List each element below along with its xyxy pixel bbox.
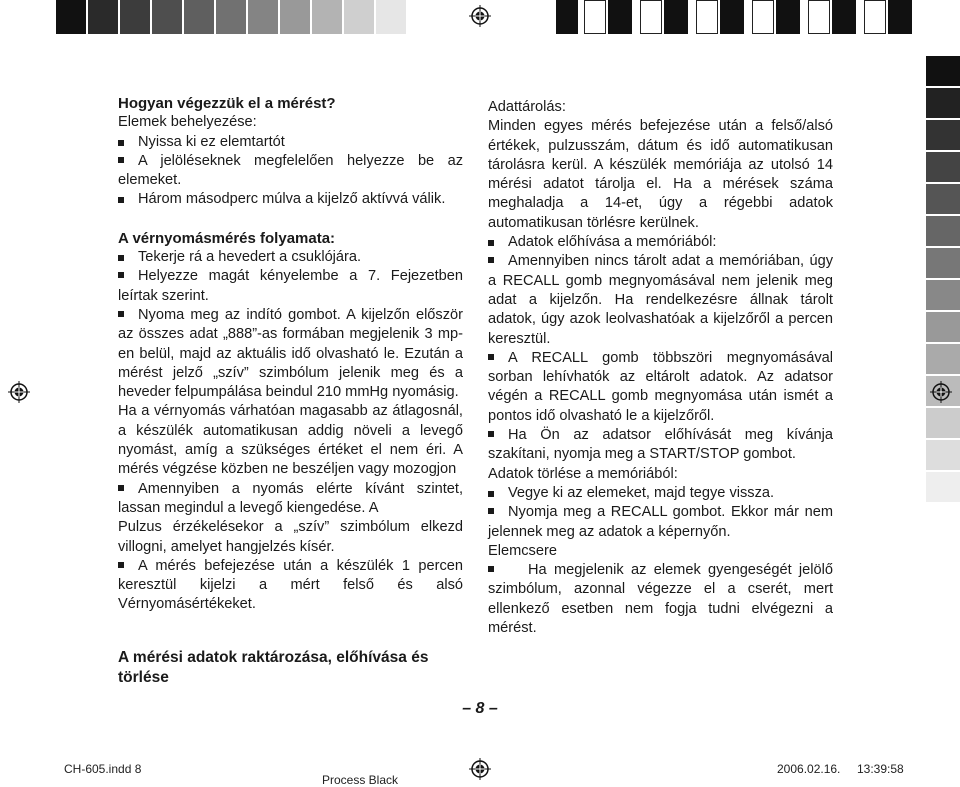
color-swatch <box>926 344 960 374</box>
storage-heading: A mérési adatok raktározása, előhívása és törlése <box>118 649 429 686</box>
bullet-icon <box>488 508 494 514</box>
color-swatch <box>926 120 960 150</box>
page-number: – 8 – <box>462 700 498 717</box>
color-swatch <box>376 0 406 34</box>
color-swatch <box>88 0 118 34</box>
page-heading: Hogyan végezzük el a mérést? <box>118 95 336 112</box>
bullet-icon <box>118 157 124 163</box>
list-item: Amennyiben nincs tárolt adat a memóriában, úgy a RECALL gomb megnyomásával nem jelenik meg adat a kijelzőn. Ha rendelkezésre állnak tárolt adatok, úgy azok leolvashatóak a kijelzőről a percen keresztül. <box>488 253 833 347</box>
color-swatch <box>926 88 960 118</box>
process-heading: A vérnyomásmérés folyamata: <box>118 229 336 247</box>
color-swatch <box>926 408 960 438</box>
bullet-icon <box>118 255 124 261</box>
list-item: Amennyiben a nyomás elérte kívánt szintet, lassan megindul a levegő kiengedése. A <box>118 480 463 516</box>
color-swatch <box>926 56 960 86</box>
color-swatch <box>152 0 182 34</box>
right-column <box>488 98 833 638</box>
footer-file: CH-605.indd 8 <box>64 762 142 776</box>
color-swatch <box>926 280 960 310</box>
list-item: Helyezze magát kényelembe a 7. Fejezetben leírtak szerint. <box>118 268 463 304</box>
registration-mark-icon <box>469 5 491 27</box>
paragraph: Minden egyes mérés befejezése után a felső/alsó értékek, pulzusszám, dátum és idő automatikusan tárolásra kerül. A készülék memóriája az utolsó 14 mérési adatot tárolja el. Ha a mérések száma meghaladja a 14-et, úgy a régebbi adatok automatikusan törlésre kerülnek. <box>488 118 833 231</box>
list-item: A RECALL gomb többszöri megnyomásával sorban lehívhatók az eltárolt adatok. Az adatsor végén a RECALL gomb megnyomása után ismét a pontos idő olvasható le a kijelzőről. <box>488 349 833 424</box>
color-swatch <box>926 440 960 470</box>
bullet-icon <box>488 491 494 497</box>
color-swatch <box>926 312 960 342</box>
bullet-icon <box>118 562 124 568</box>
bullet-icon <box>118 311 124 317</box>
color-swatch <box>696 0 718 34</box>
color-swatch <box>584 0 606 34</box>
color-swatch <box>608 0 632 34</box>
color-swatch <box>664 0 688 34</box>
color-swatch <box>926 152 960 182</box>
list-item: Nyissa ki ez elemtartót <box>118 133 463 152</box>
list-item: A mérés befejezése után a készülék 1 percen keresztül kijelzi a mért felső és alsó Vérnyomásértékeket. <box>118 557 463 613</box>
list-item: Ha Ön az adatsor előhívását meg kívánja szakítani, nyomja meg a START/STOP gombot. <box>488 427 833 463</box>
color-swatch <box>312 0 342 34</box>
list-item: A jelöléseknek megfelelően helyezze be az elemeket. <box>118 152 463 189</box>
color-swatch <box>248 0 278 34</box>
footer-time: 13:39:58 <box>857 762 904 776</box>
bullet-icon <box>488 566 494 572</box>
registration-mark-icon <box>930 381 952 403</box>
color-swatch <box>120 0 150 34</box>
color-swatch <box>720 0 744 34</box>
note-title: Elemcsere <box>488 542 557 559</box>
color-swatch <box>832 0 856 34</box>
list-item: Nyoma meg az indító gombot. A kijelzőn először az összes adat „888”-as formában megjelenik 3 mp-en belül, majd az aktuális idő olvasható le. Ezután a mérést jelző „szív” szimbólum jelenik meg és a heveder felpumpálása beindul 210 mmHg nyomásig. <box>118 306 463 401</box>
color-swatch <box>184 0 214 34</box>
list-item: Tekerje rá a hevedert a csuklójára. <box>118 248 463 267</box>
color-swatch <box>864 0 886 34</box>
color-swatch <box>344 0 374 34</box>
bullet-icon <box>488 257 494 263</box>
color-swatch <box>926 472 960 502</box>
color-swatch <box>888 0 912 34</box>
list-item: Vegye ki az elemeket, majd tegye vissza. <box>488 484 833 503</box>
delete-title: Adatok törlése a memóriából: <box>488 465 678 482</box>
footer-date: 2006.02.16. <box>777 762 841 776</box>
color-swatch <box>640 0 662 34</box>
registration-mark-icon <box>8 381 30 403</box>
color-swatch <box>752 0 774 34</box>
spacer <box>118 210 463 229</box>
list-item: Három másodperc múlva a kijelző aktívvá válik. <box>118 190 463 209</box>
left-column <box>118 94 463 615</box>
footer-process: Process Black <box>322 773 399 787</box>
color-swatch <box>280 0 310 34</box>
color-swatch <box>776 0 800 34</box>
bullet-icon <box>118 197 124 203</box>
color-swatch <box>926 216 960 246</box>
list-item: Adatok előhívása a memóriából: <box>488 233 833 252</box>
color-swatch <box>56 0 86 34</box>
bullet-icon <box>488 240 494 246</box>
color-swatch <box>926 184 960 214</box>
color-swatch <box>556 0 578 34</box>
list-item: Nyomja meg a RECALL gombot. Ekkor már nem jelennek meg az adatok a képernyőn. <box>488 504 833 540</box>
bullet-icon <box>118 272 124 278</box>
color-swatch <box>216 0 246 34</box>
bullet-icon <box>118 140 124 146</box>
bullet-icon <box>488 354 494 360</box>
bullet-icon <box>488 431 494 437</box>
batteries-title: Elemek behelyezése: <box>118 114 257 131</box>
paragraph: Ha a vérnyomás várhatóan magasabb az átlagosnál, a készülék automatikusan addig növeli a levegő nyomást, amíg a szükséges értéket el nem éri. A mérés végzése közben ne beszéljen vagy mozogjon <box>118 403 463 478</box>
list-item: Ha megjelenik az elemek gyengeségét jelölő szimbólum, azonnal végezze el a cserét, mert ellenkező esetben nem fogja tudni elvégezni a mérést. <box>488 562 833 637</box>
bullet-icon <box>118 485 124 491</box>
color-swatch <box>808 0 830 34</box>
paragraph: Pulzus érzékelésekor a „szív” szimbólum elkezd villogni, amelyet hangjelzés kísér. <box>118 519 463 555</box>
registration-mark-icon <box>469 758 491 780</box>
storage-title: Adattárolás: <box>488 99 566 115</box>
color-swatch <box>926 248 960 278</box>
